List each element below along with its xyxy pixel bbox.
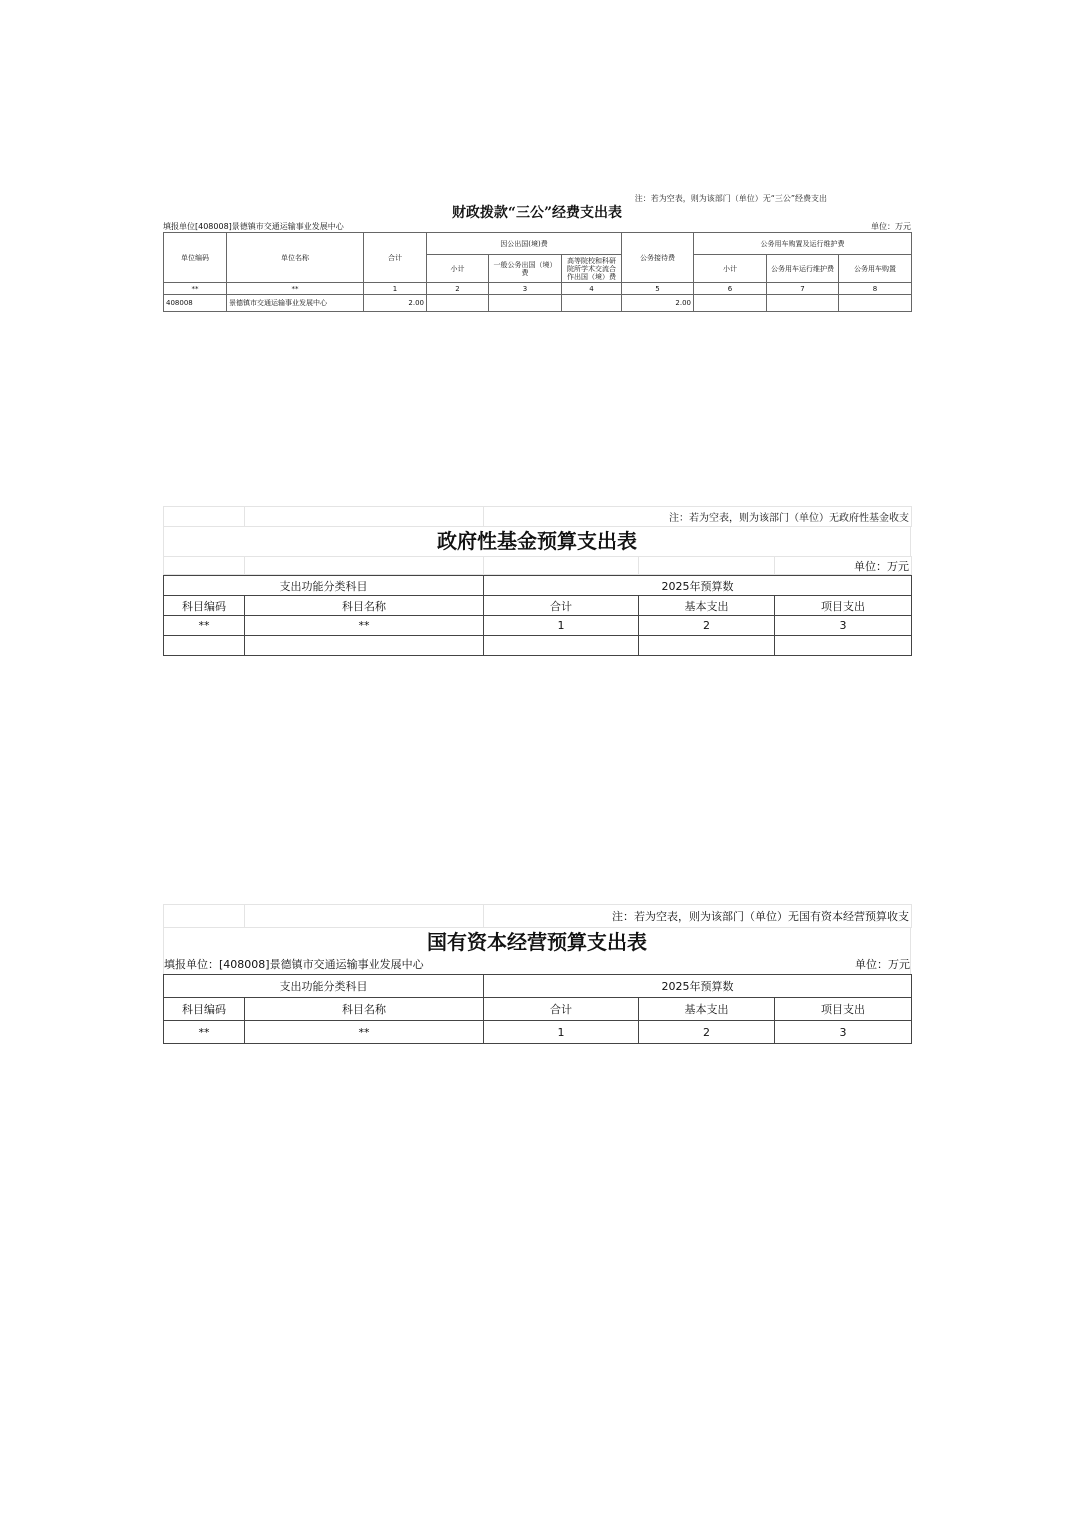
index-cell: ** [245, 1021, 484, 1044]
guide-cell [245, 507, 484, 527]
state-filing-unit: 填报单位：[408008]景德镇市交通运输事业发展中心 [164, 958, 424, 971]
fund-unit-grid [163, 556, 912, 575]
sangong-title: 财政拨款“三公”经费支出表 [451, 205, 623, 221]
fund-col-code: 科目编码 [164, 596, 245, 616]
index-cell: 3 [775, 1021, 912, 1044]
data-cell-empty [427, 295, 489, 312]
index-cell: ** [164, 283, 227, 295]
index-cell: ** [164, 616, 245, 636]
guide-cell [245, 557, 484, 575]
data-cell-empty [489, 295, 562, 312]
fund-col-name: 科目名称 [245, 596, 484, 616]
fund-table [163, 575, 912, 656]
index-cell: 2 [639, 1021, 775, 1044]
guide-cell [164, 507, 245, 527]
header-abroad-general: 一般公务出国（境）费 [489, 255, 562, 283]
guide-cell [639, 557, 775, 575]
fund-index-row [164, 616, 912, 636]
sangong-header-row-1 [164, 233, 912, 255]
header-abroad-academic: 高等院校和科研院所学术交流合作出国（境）费 [562, 255, 622, 283]
data-cell-empty [562, 295, 622, 312]
empty-cell [775, 636, 912, 656]
sangong-section [163, 193, 911, 312]
fund-section [163, 506, 911, 656]
state-unit-label: 单位：万元 [855, 958, 910, 971]
state-col-basic: 基本支出 [639, 998, 775, 1021]
empty-cell [484, 636, 639, 656]
guide-cell [245, 905, 484, 928]
fund-col-basic: 基本支出 [639, 596, 775, 616]
state-group-row [164, 975, 912, 998]
data-unit-name: 景德镇市交通运输事业发展中心 [227, 295, 364, 312]
sangong-filing-unit: 填报单位[408008]景德镇市交通运输事业发展中心 [163, 222, 344, 231]
index-cell: 2 [427, 283, 489, 295]
header-total: 合计 [364, 233, 427, 283]
index-cell: 3 [489, 283, 562, 295]
guide-cell [164, 905, 245, 928]
sangong-index-row [164, 283, 912, 295]
index-cell: ** [245, 616, 484, 636]
data-cell-empty [839, 295, 912, 312]
data-reception: 2.00 [622, 295, 694, 312]
empty-cell [164, 636, 245, 656]
sangong-note: 注：若为空表，则为该部门（单位）无“三公”经费支出 [634, 194, 827, 203]
fund-note-grid [163, 506, 912, 527]
fund-unit-label: 单位：万元 [775, 557, 912, 575]
state-table [163, 974, 912, 1044]
state-title: 国有资本经营预算支出表 [163, 928, 911, 956]
index-cell: 7 [767, 283, 839, 295]
empty-cell [245, 636, 484, 656]
state-group-right: 2025年预算数 [484, 975, 912, 998]
state-col-total: 合计 [484, 998, 639, 1021]
data-unit-code: 408008 [164, 295, 227, 312]
state-capital-section [163, 904, 911, 1044]
fund-col-project: 项目支出 [775, 596, 912, 616]
data-total: 2.00 [364, 295, 427, 312]
state-col-name: 科目名称 [245, 998, 484, 1021]
empty-cell [639, 636, 775, 656]
fund-group-left: 支出功能分类科目 [164, 576, 484, 596]
guide-cell [484, 557, 639, 575]
index-cell: 4 [562, 283, 622, 295]
state-group-left: 支出功能分类科目 [164, 975, 484, 998]
fund-empty-row [164, 636, 912, 656]
index-cell: ** [164, 1021, 245, 1044]
header-vehicle-subtotal: 小计 [694, 255, 767, 283]
state-col-project: 项目支出 [775, 998, 912, 1021]
index-cell: 1 [484, 1021, 639, 1044]
guide-cell [164, 557, 245, 575]
fund-group-row [164, 576, 912, 596]
header-abroad: 因公出国(境)费 [427, 233, 622, 255]
fund-col-total: 合计 [484, 596, 639, 616]
index-cell: 8 [839, 283, 912, 295]
fund-note: 注：若为空表，则为该部门（单位）无政府性基金收支 [484, 507, 912, 527]
state-index-row [164, 1021, 912, 1044]
index-cell: ** [227, 283, 364, 295]
state-col-code: 科目编码 [164, 998, 245, 1021]
fund-title: 政府性基金预算支出表 [163, 527, 911, 556]
state-meta [163, 956, 911, 974]
state-note-grid [163, 904, 912, 928]
fund-column-row [164, 596, 912, 616]
header-vehicle-operation: 公务用车运行维护费 [767, 255, 839, 283]
header-unit-code: 单位编码 [164, 233, 227, 283]
header-vehicle-purchase: 公务用车购置 [839, 255, 912, 283]
fund-group-right: 2025年预算数 [484, 576, 912, 596]
index-cell: 1 [364, 283, 427, 295]
index-cell: 1 [484, 616, 639, 636]
header-reception: 公务接待费 [622, 233, 694, 283]
index-cell: 6 [694, 283, 767, 295]
header-abroad-subtotal: 小计 [427, 255, 489, 283]
sangong-table [163, 232, 912, 312]
sangong-data-row [164, 295, 912, 312]
index-cell: 3 [775, 616, 912, 636]
state-column-row [164, 998, 912, 1021]
index-cell: 2 [639, 616, 775, 636]
header-vehicle: 公务用车购置及运行维护费 [694, 233, 912, 255]
header-unit-name: 单位名称 [227, 233, 364, 283]
data-cell-empty [767, 295, 839, 312]
data-cell-empty [694, 295, 767, 312]
sangong-unit-label: 单位：万元 [871, 222, 911, 231]
index-cell: 5 [622, 283, 694, 295]
sangong-meta [163, 222, 911, 232]
state-note: 注：若为空表，则为该部门（单位）无国有资本经营预算收支 [484, 905, 912, 928]
